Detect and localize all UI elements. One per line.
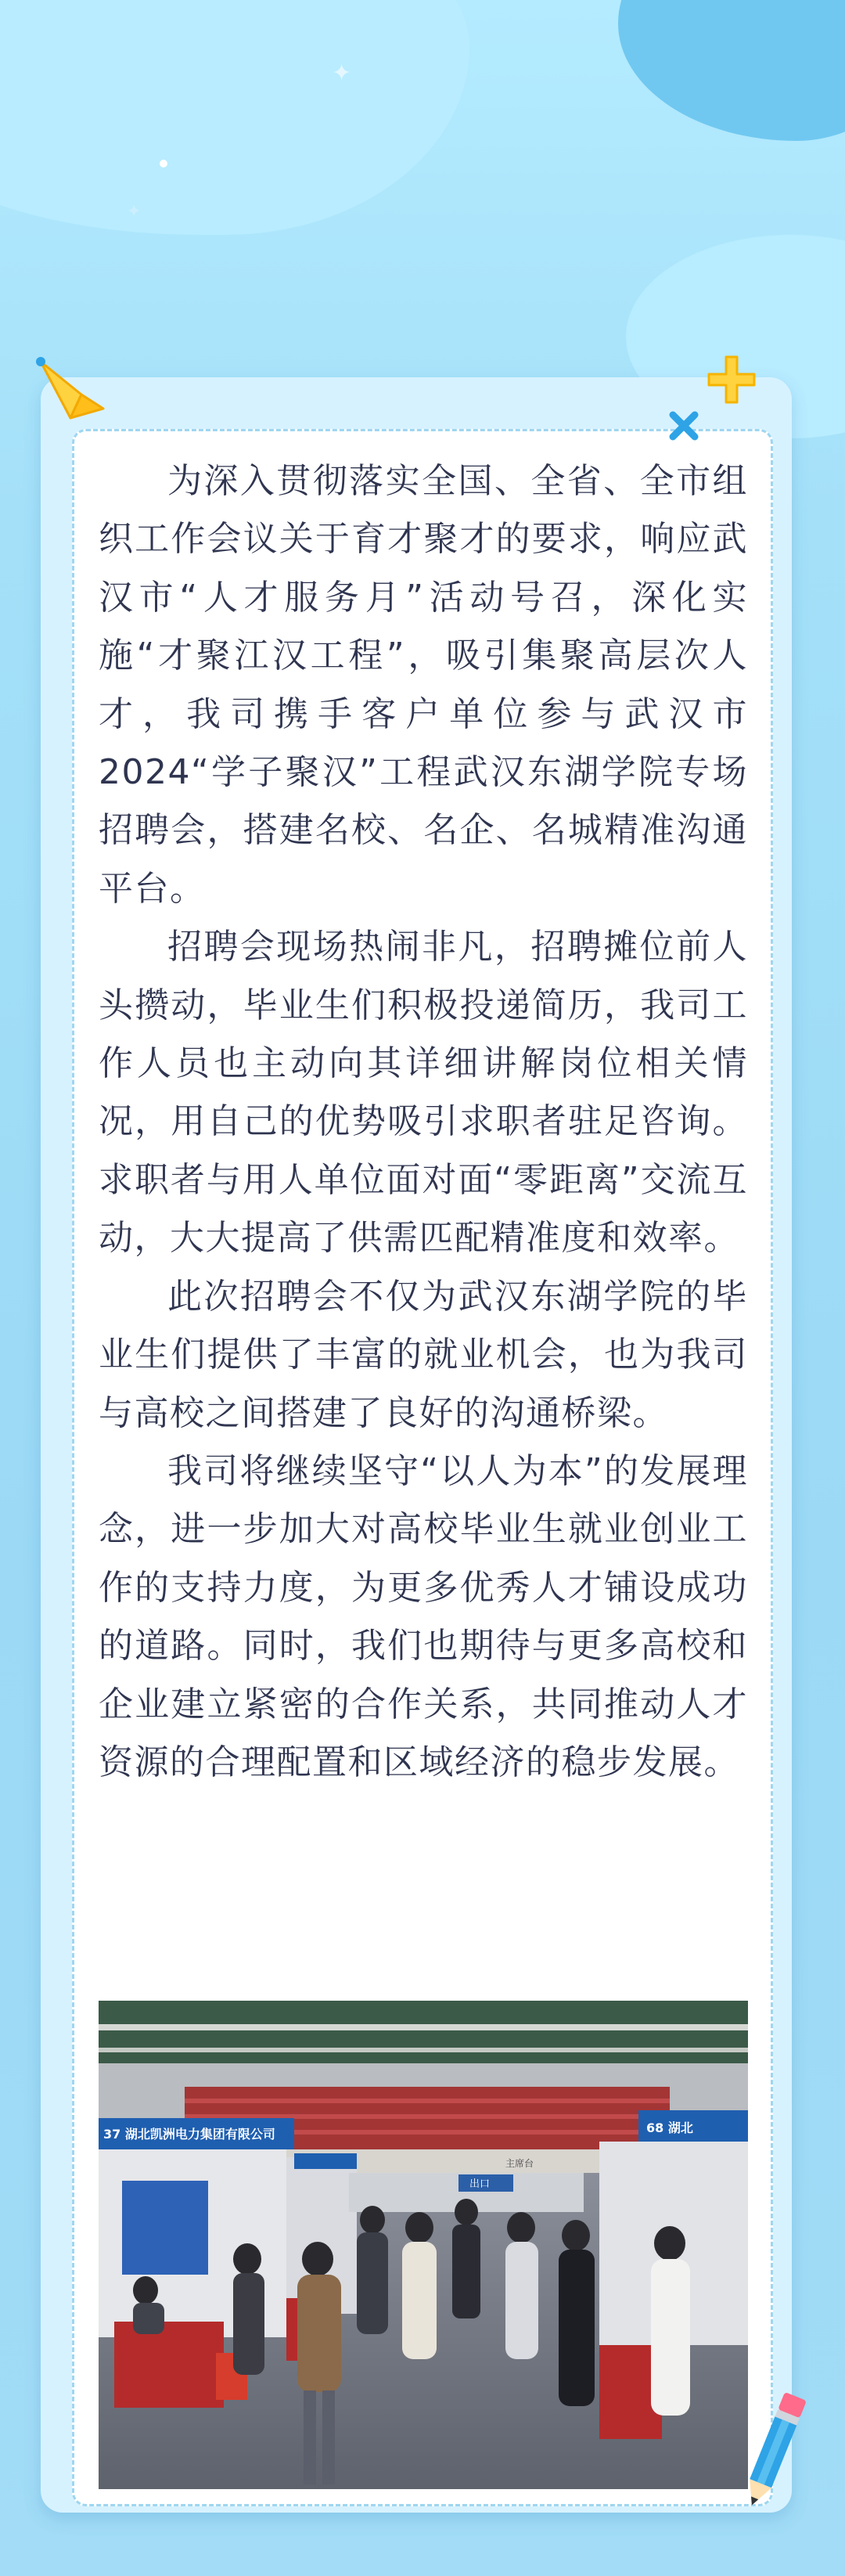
banner-right: 68 湖北 — [646, 2120, 693, 2135]
pencil-icon — [739, 2384, 809, 2517]
paragraph: 招聘会现场热闹非凡，招聘摊位前人头攒动，毕业生们积极投递简历，我司工作人员也主动向其详细讲解岗位相关情况，用自己的优势吸引求职者驻足咨询。求职者与用人单位面对面“零距离”交流互动，大大提高了供需匹配精准度和效率。 — [99, 927, 748, 1259]
pennant-icon — [34, 354, 110, 426]
cross-icon — [667, 409, 701, 443]
banner-left: 37 湖北凯洲电力集团有限公司 — [103, 2127, 275, 2142]
plus-icon — [704, 352, 759, 407]
exit-sign: 出口 — [469, 2178, 491, 2190]
job-fair-photo — [99, 2001, 748, 2489]
stand-sign: 主席台 — [505, 2158, 534, 2169]
paragraph: 为深入贯彻落实全国、全省、全市组织工作会议关于育才聚才的要求，响应武汉市“人才服务月”活动号召，深化实施“才聚江汉工程”，吸引集聚高层次人才，我司携手客户单位参与武汉市2024“学子聚汉”工程武汉东湖学院专场招聘会，搭建名校、名企、名城精准沟通平台。 — [99, 461, 748, 909]
article-body — [99, 452, 748, 1792]
background-blob — [618, 0, 845, 141]
paragraph: 此次招聘会不仅为武汉东湖学院的毕业生们提供了丰富的就业机会，也为我司与高校之间搭建了良好的沟通桥梁。 — [99, 1276, 748, 1433]
background-blob — [0, 0, 469, 235]
sparkle-icon: ✦ — [127, 202, 142, 222]
sparkle-icon: ✦ — [332, 59, 352, 87]
paragraph: 我司将继续坚守“以人为本”的发展理念，进一步加大对高校毕业生就业创业工作的支持力度，为更多优秀人才铺设成功的道路。同时，我们也期待与更多高校和企业建立紧密的合作关系，共同推动人才资源的合理配置和区域经济的稳步发展。 — [99, 1450, 748, 1782]
sparkle-dot — [160, 160, 167, 168]
